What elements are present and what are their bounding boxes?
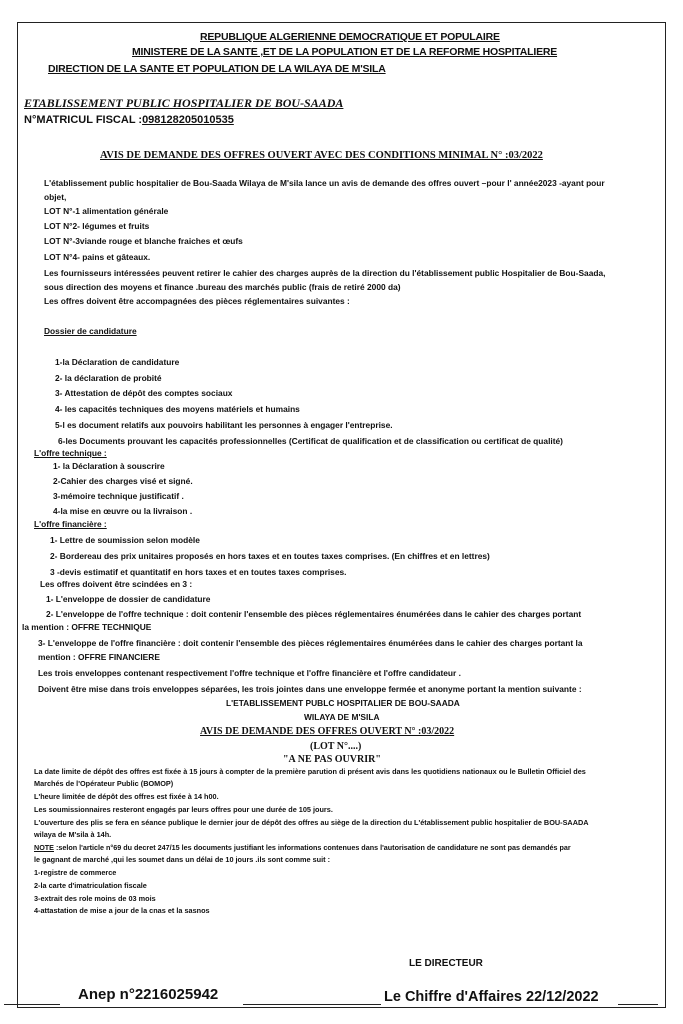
header-republic: REPUBLIQUE ALGERIENNE DEMOCRATIQUE ET POPULAIRE	[200, 31, 500, 43]
intro-line-1: L'établissement public hospitalier de Bou-Saada Wilaya de M'sila lance un avis de demande des offres ouvert –pour l' année2023 -ayant pour	[44, 178, 605, 188]
mention-line-1: L'ETABLISSEMENT PUBLC HOSPITALIER DE BOU-SAADA	[226, 698, 460, 708]
lot-4: LOT N°4- pains et gâteaux.	[44, 252, 151, 262]
intro-line-7: Les fournisseurs intéressées peuvent retirer le cahier des charges auprès de la direction du l'établissement public Hospitalier de Bou-Saada,	[44, 268, 606, 278]
dossier-item-6: 6-les Documents prouvant les capacités professionnelles (Certificat de qualification et de classification ou certificat de qualité)	[58, 436, 563, 446]
intro-line-2: objet,	[44, 192, 67, 202]
technique-item-4: 4-la mise en œuvre ou la livraison .	[53, 506, 193, 516]
enveloppes-line-3: 2- L'enveloppe de l'offre technique : doit contenir l'ensemble des pièces réglementaires énumérées dans le cahier des charges portant	[46, 609, 582, 619]
note-label: NOTE	[34, 843, 54, 852]
matricule-fiscal	[24, 114, 234, 126]
technique-heading: L'offre technique :	[34, 448, 107, 458]
financiere-item-2: 2- Bordereau des prix unitaires proposés en hors taxes et en toutes taxes comprises. (En chiffres et en lettres)	[50, 551, 490, 561]
technique-item-2: 2-Cahier des charges visé et signé.	[53, 476, 193, 486]
matricule-value: 098128205010535	[142, 114, 234, 126]
note-item-4: 4-attastation de mise a jour de la cnas et la sasnos	[34, 906, 210, 915]
enveloppes-line-7: Les trois enveloppes contenant respectivement l'offre technique et l'offre financière et l'offre candidateur .	[38, 668, 461, 678]
establishment-name: ETABLISSEMENT PUBLIC HOSPITALIER DE BOU-SAADA	[24, 96, 344, 110]
note-item-2: 2-la carte d'imatriculation fiscale	[34, 881, 147, 890]
technique-item-3: 3-mémoire technique justificatif .	[53, 491, 184, 501]
lot-2: LOT N°2- légumes et fruits	[44, 221, 150, 231]
notice-title: AVIS DE DEMANDE DES OFFRES OUVERT AVEC DES CONDITIONS MINIMAL N° :03/2022	[100, 150, 543, 161]
mention-line-5: "A NE PAS OUVRIR"	[283, 754, 381, 765]
note-line-1	[34, 844, 571, 853]
enveloppes-line-4: la mention : OFFRE TECHNIQUE	[22, 622, 152, 632]
note-text: :selon l'article n°69 du decret 247/15 les documents justifiant les informations contenues dans l'autorisation de candidature ne sont pas demandés par	[53, 843, 571, 852]
mention-line-4: (LOT N°....)	[310, 741, 362, 752]
closing-line-4: Les soumissionnaires resteront engagés par leurs offres pour une durée de 105 jours.	[34, 805, 333, 814]
note-item-3: 3-extrait des role moins de 03 mois	[34, 894, 156, 903]
closing-line-1: La date limite de dépôt des offres est fixée à 15 jours à compter de la première parution di présent avis dans les quotidiens nationaux ou le Bulletin Officiel des	[34, 767, 586, 776]
dossier-item-3: 3- Attestation de dépôt des comptes sociaux	[55, 388, 233, 398]
note-item-1: 1-registre de commerce	[34, 868, 117, 877]
enveloppes-line-1: Les offres doivent être scindées en 3 :	[40, 579, 193, 589]
lot-1: LOT N°-1 alimentation générale	[44, 206, 169, 216]
dossier-item-5: 5-l es document relatifs aux pouvoirs habilitant les personnes à engager l'entreprise.	[55, 420, 393, 430]
signature-title: LE DIRECTEUR	[409, 958, 483, 969]
footer-anep: Anep n°2216025942	[78, 986, 219, 1003]
header-direction: DIRECTION DE LA SANTE ET POPULATION DE LA WILAYA DE M'SILA	[48, 63, 386, 75]
technique-item-1: 1- la Déclaration à souscrire	[53, 461, 165, 471]
lot-3: LOT N°-3viande rouge et blanche fraiches et œufs	[44, 236, 243, 246]
enveloppes-line-8: Doivent être mise dans trois enveloppes séparées, les trois jointes dans une enveloppe fermée et anonyme portant la mention suivante :	[38, 684, 582, 694]
intro-line-8: sous direction des moyens et finance .bureau des marchés public (frais de retiré 2000 da)	[44, 282, 401, 292]
closing-line-5: L'ouverture des plis se fera en séance publique le dernier jour de dépôt des offres au siège de la direction du L'établissement public hospitalier de BOU-SAADA	[34, 818, 589, 827]
dossier-item-1: 1-la Déclaration de candidature	[55, 357, 180, 367]
dossier-item-4: 4- les capacités techniques des moyens matériels et humains	[55, 404, 300, 414]
footer-rule-right	[618, 1004, 658, 1005]
intro-line-9: Les offres doivent être accompagnées des pièces réglementaires suivantes :	[44, 296, 350, 306]
financiere-heading: L'offre financière :	[34, 519, 107, 529]
matricule-label: N°MATRICUL FISCAL :	[24, 114, 143, 126]
financiere-item-3: 3 -devis estimatif et quantitatif en hors taxes et en toutes taxes comprises.	[50, 567, 347, 577]
closing-line-2: Marchés de l'Opérateur Public (BOMOP)	[34, 779, 174, 788]
closing-line-6: wilaya de M'sila à 14h.	[34, 830, 112, 839]
footer-rule-middle	[243, 1004, 381, 1005]
footer-rule-left	[4, 1004, 60, 1005]
mention-line-2: WILAYA DE M'SILA	[304, 712, 380, 722]
mention-line-3: AVIS DE DEMANDE DES OFFRES OUVERT N° :03/2022	[200, 726, 455, 737]
enveloppes-line-5: 3- L'enveloppe de l'offre financière : doit contenir l'ensemble des pièces réglementaires énumérées dans le cahier des charges portant la	[38, 638, 583, 648]
dossier-item-2: 2- la déclaration de probité	[55, 373, 162, 383]
enveloppes-line-2: 1- L'enveloppe de dossier de candidature	[46, 594, 211, 604]
dossier-heading: Dossier de candidature	[44, 326, 137, 336]
closing-line-3: L'heure limitée de dépôt des offres est fixée à 14 h00.	[34, 792, 219, 801]
footer-chiffre: Le Chiffre d'Affaires 22/12/2022	[384, 989, 599, 1005]
financiere-item-1: 1- Lettre de soumission selon modèle	[50, 535, 200, 545]
note-line-2: le gagnant de marché ,qui les soumet dans un délai de 10 jours .ils sont comme suit :	[34, 855, 331, 864]
enveloppes-line-6: mention : OFFRE FINANCIERE	[38, 652, 160, 662]
header-ministry: MINISTERE DE LA SANTE ,ET DE LA POPULATION ET DE LA REFORME HOSPITALIERE	[132, 46, 558, 58]
